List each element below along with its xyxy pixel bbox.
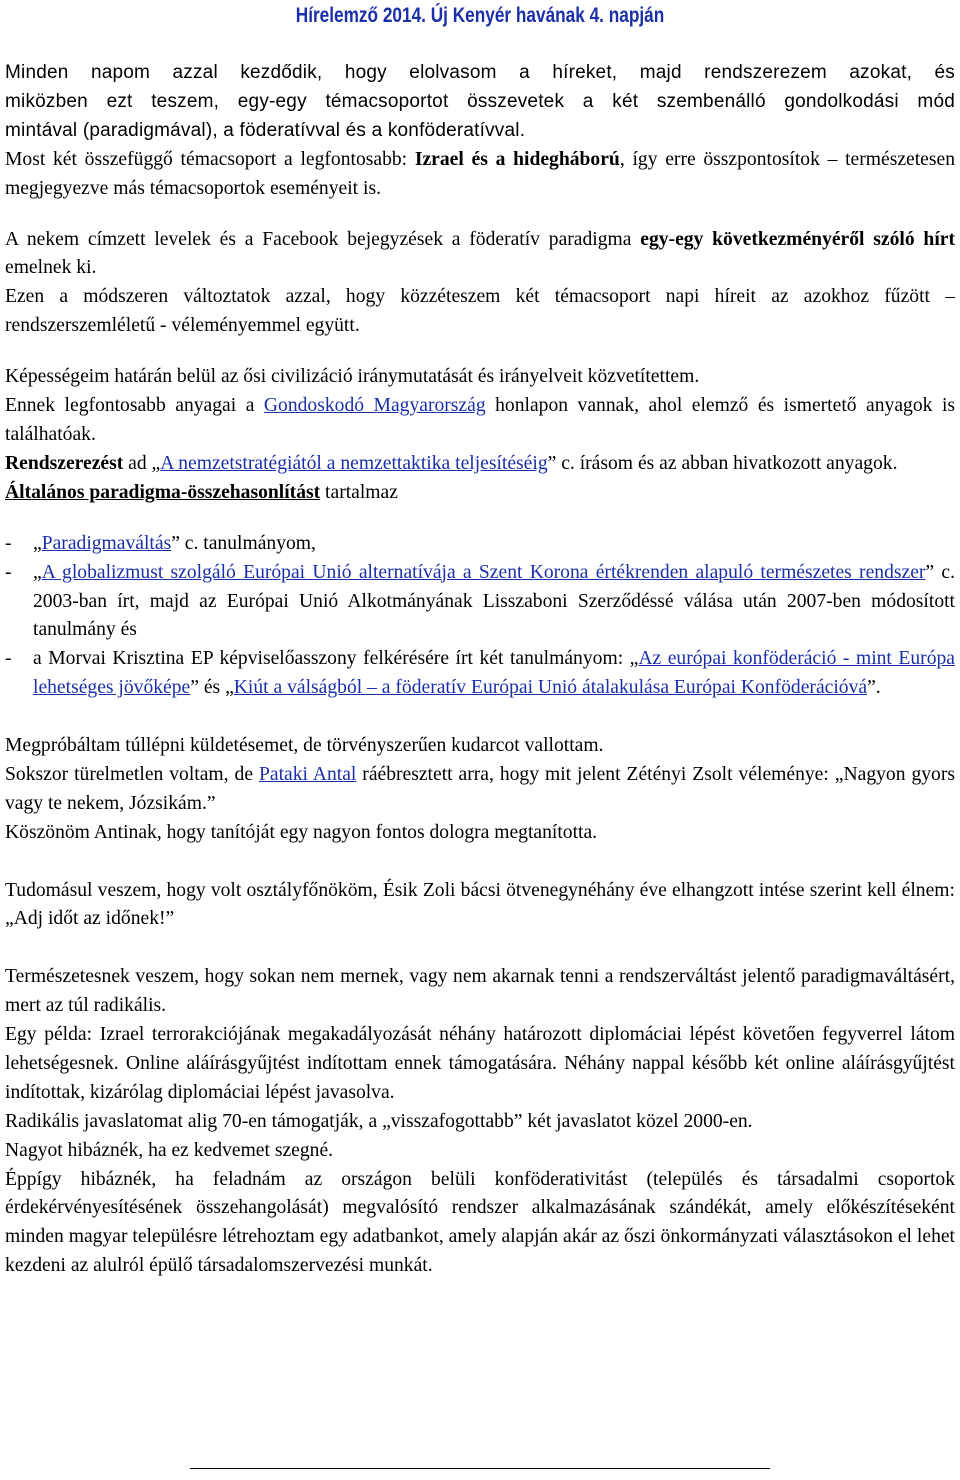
globalizmus-link[interactable]: A globalizmust szolgáló Európai Unió alternatívája a Szent Korona értékrenden alapuló természetes rendszer — [41, 561, 926, 583]
page-title: Hírelemző 2014. Új Kenyér havának 4. napján — [295, 4, 665, 27]
letters-bold: egy-egy következményéről szóló hírt — [640, 228, 955, 250]
intro-line-3: mintával (paradigmával), a föderatívval és a konföderatívval. — [5, 119, 526, 141]
paragraph-method: Ezen a módszeren változtatok azzal, hogy közzéteszem két témacsoport napi híreit az azokhoz fűzött – rendszerszemléletű - véleményemmel együtt. — [5, 286, 955, 337]
paragraph-confederativity: Éppígy hibáznék, ha feladnám az országon belüli konföderativitást (település és társadalmi csoportok érdekérvényesítésének összehangolását) megvalósító rendszer alkalmazásának szándékát, amely előkészítéseként minden magyar településre létrehoztam egy adatbankot, amely alapján akár az őszi önkormányzati választásokon el lehet kezdeni az alulról épülő társadalomszervezési munkát. — [5, 1168, 955, 1277]
paragraph-letters: A nekem címzett levelek és a Facebook bejegyzések a föderatív paradigma egy-egy következményéről szóló hírt emelnek ki. — [5, 228, 955, 279]
paragraph-materials: Ennek legfontosabb anyagai a Gondoskodó Magyarország honlapon vannak, ahol elemző és ismertető anyagok is találhatóak. — [5, 395, 956, 445]
list-item: - „Paradigmaváltás” c. tanulmányom, — [5, 532, 316, 554]
gondoskodo-magyarorszag-link[interactable]: Gondoskodó Magyarország — [263, 395, 486, 417]
pataki-antal-link[interactable]: Pataki Antal — [258, 763, 357, 785]
paragraph-systematization: Rendszerezést ad „A nemzetstratégiától a nemzettaktika teljesítéséig” c. írásom és az abban hivatkozott anyagok. — [5, 452, 898, 474]
europai-konfederacio-link[interactable]: Az európai konföderáció - mint Európa lehetséges jövőképe — [33, 648, 955, 699]
kiut-a-valsagbol-link[interactable]: Kiút a válságból – a föderatív Európai Unió átalakulása Európai Konföderációvá — [233, 677, 868, 699]
topics-bold: Izrael és a hidegháború — [414, 148, 620, 170]
paragraph-topics: Most két összefüggő témacsoport a legfontosabb: Izrael és a hidegháború, így erre összpontosítok – természetesen megjegyezve más témacsoportok eseményeit is. — [5, 148, 955, 199]
nemzetstrategia-link[interactable]: A nemzetstratégiától a nemzettaktika teljesítéséig — [160, 452, 548, 474]
list-item: - „A globalizmust szolgáló Európai Unió alternatívája a Szent Korona értékrenden alapuló természetes rendszer” c. 2003-ban írt, majd az Európai Unió Alkotmányának Lisszaboni Szerződéssé válása után 2007-ben módosított tanulmány és — [5, 561, 955, 641]
document-page — [5, 0, 955, 1281]
paragraph-capabilities: Képességeim határán belül az ősi civilizáció iránymutatását és irányelveit közvetítettem. — [5, 366, 700, 388]
paragraph-thanks: Köszönöm Antinak, hogy tanítóját egy nagyon fontos dologra megtanította. — [5, 821, 598, 843]
paragraph-radical: Természetesnek veszem, hogy sokan nem mernek, vagy nem akarnak tenni a rendszerváltást jelentő paradigmaváltásért, mert az túl radikális. — [5, 966, 955, 1017]
paradigmavaltas-link[interactable]: Paradigmaváltás — [41, 532, 172, 554]
paragraph-support: Radikális javaslatomat alig 70-en támogatják, a „visszafogottabb” két javaslatot közel 2000-en. — [5, 1110, 753, 1132]
paragraph-comparison: Általános paradigma-összehasonlítást tartalmaz — [5, 481, 398, 503]
intro-line-2: miközben ezt teszem, egy-egy témacsoportot összevetek a két szembenálló gondolkodási mód — [5, 90, 955, 112]
intro-line-1: Minden napom azzal kezdődik, hogy elolvasom a híreket, majd rendszerezem azokat, és — [5, 62, 955, 83]
paragraph-mistake: Nagyot hibáznék, ha ez kedvemet szegné. — [5, 1139, 334, 1161]
list-item: - a Morvai Krisztina EP képviselőasszony felkérésére írt két tanulmányom: „Az európai konföderáció - mint Európa lehetséges jövőképe” és „Kiút a válságból – a föderatív Európai Unió átalakulása Európai Konföderációvá”. — [5, 648, 955, 699]
paragraph-teacher: Tudomásul veszem, hogy volt osztályfőnököm, Ésik Zoli bácsi ötvenegynéhány éve elhangzott intése szerint kell élnem: „Adj időt az időnek!” — [5, 879, 955, 930]
paragraph-impatience: Sokszor türelmetlen voltam, de Pataki Antal ráébresztett arra, hogy mit jelent Zétényi Zsolt véleménye: „Nagyon gyors vagy te nekem, Józsikám.” — [5, 763, 955, 814]
paragraph-example: Egy példa: Izrael terrorakciójának megakadályozását néhány határozott diplomáciai lépést követően fegyverrel látom lehetségesnek. Online aláírásgyűjtést indítottam ennek támogatására. Néhány nappal később két online aláírásgyűjtést indítottak, kizárólag diplomáciai lépést javasolva. — [5, 1024, 955, 1103]
paragraph-mission: Megpróbáltam túllépni küldetésemet, de törvényszerűen kudarcot vallottam. — [5, 735, 604, 757]
footer-divider — [190, 1468, 770, 1469]
